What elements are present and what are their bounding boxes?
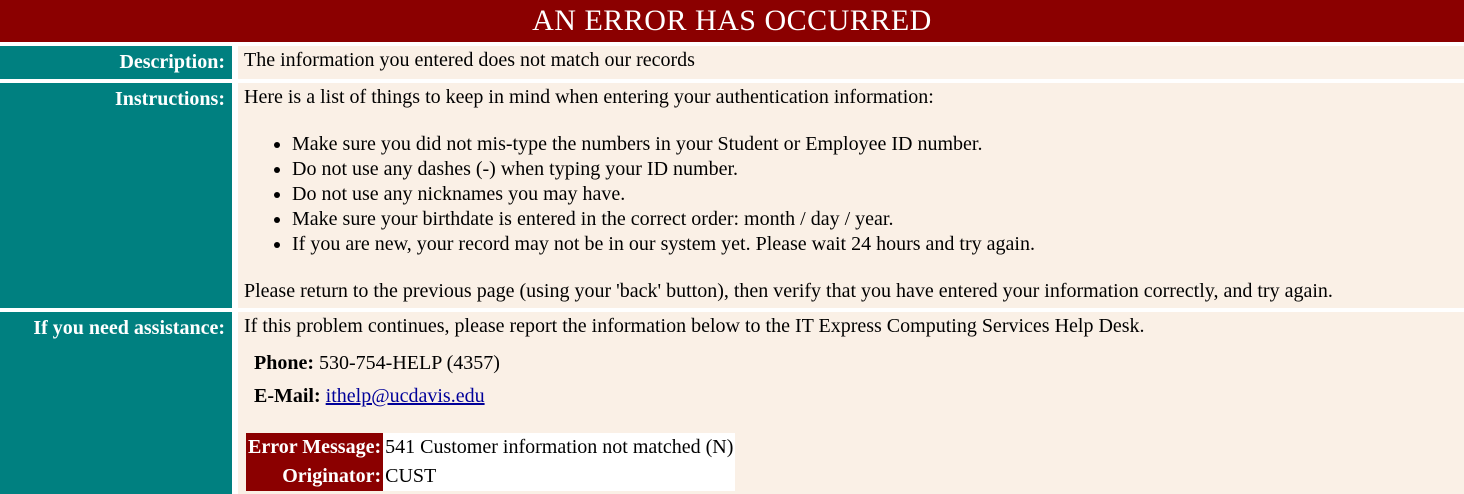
description-label: Description:	[0, 46, 232, 79]
assistance-content	[238, 312, 1464, 494]
instructions-row	[0, 83, 1464, 308]
bullet-item: • Make sure you did not mis-type the numbers in your Student or Employee ID number.	[292, 132, 1456, 157]
phone-value: 530-754-HELP (4357)	[319, 352, 500, 374]
email-link[interactable]: ithelp@ucdavis.edu	[325, 385, 485, 407]
instructions-bullet-list	[244, 132, 1456, 257]
description-content	[238, 46, 1464, 79]
instructions-outro: Please return to the previous page (using your 'back' button), then verify that you have entered your information correctly, and try again.	[244, 280, 1333, 302]
bullet-item: • If you are new, your record may not be in our system yet. Please wait 24 hours and try again.	[292, 232, 1456, 257]
phone-line	[254, 351, 1456, 376]
assistance-intro: If this problem continues, please report the information below to the IT Express Computing Services Help Desk.	[244, 315, 1145, 337]
bullet-item: • Do not use any dashes (-) when typing your ID number.	[292, 157, 1456, 182]
instructions-label: Instructions:	[0, 83, 232, 308]
table-row	[246, 433, 735, 462]
table-row	[246, 462, 735, 491]
bullet-item: • Do not use any nicknames you may have.	[292, 182, 1456, 207]
error-message-value: 541 Customer information not matched (N)	[383, 433, 735, 462]
instructions-intro: Here is a list of things to keep in mind when entering your authentication information:	[244, 86, 934, 108]
bullet-item: • Make sure your birthdate is entered in the correct order: month / day / year.	[292, 207, 1456, 232]
error-message-label: Error Message:	[246, 433, 383, 462]
description-text: The information you entered does not match our records	[244, 49, 695, 71]
error-details-table	[246, 433, 735, 491]
email-line	[254, 384, 1456, 409]
description-row	[0, 46, 1464, 79]
originator-value: CUST	[383, 462, 735, 491]
assistance-row	[0, 312, 1464, 494]
originator-label: Originator:	[246, 462, 383, 491]
email-label: E-Mail:	[254, 385, 321, 407]
phone-label: Phone:	[254, 352, 314, 374]
error-banner-title: AN ERROR HAS OCCURRED	[0, 0, 1464, 42]
assistance-label: If you need assistance:	[0, 312, 232, 494]
instructions-content	[238, 83, 1464, 308]
